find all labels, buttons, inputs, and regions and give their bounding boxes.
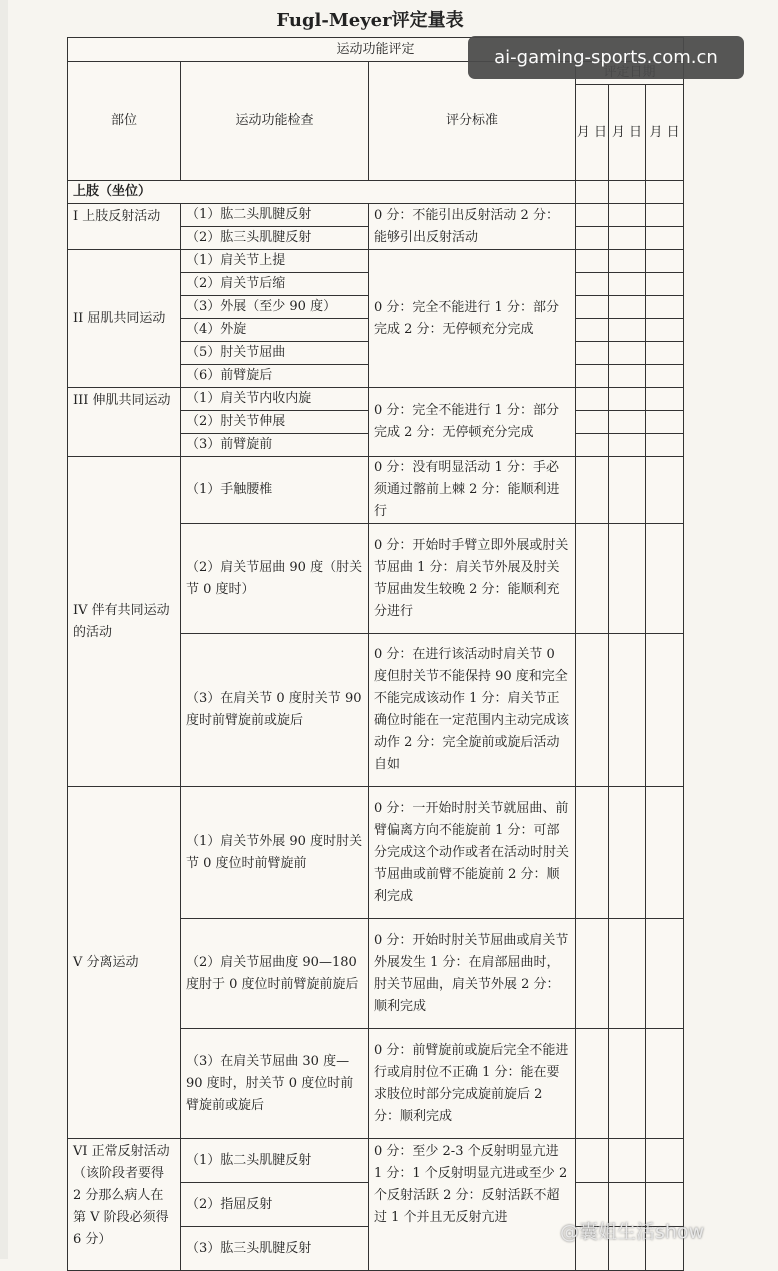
group-part-6: VI 正常反射活动（该阶段者要得 2 分那么病人在第 V 阶段必须得 6 分） — [68, 1139, 181, 1271]
header-exam: 运动功能检查 — [181, 62, 369, 181]
page-title: Fugl-Meyer评定量表 — [276, 10, 464, 31]
exam-item: （3）肱三头肌腱反射 — [181, 1227, 369, 1271]
group-part-2: II 屈肌共同运动 — [68, 250, 181, 388]
exam-item: （1）肱二头肌腱反射 — [181, 1139, 369, 1183]
section-header: 运动功能评定 — [68, 38, 684, 62]
criteria-cell: 0 分：在进行该活动时肩关节 0 度但肘关节不能保持 90 度和完全不能完成该动作 1 分：肩关节正确位时能在一定范围内主动完成该动作 2 分：完全旋前或旋后活动自如 — [369, 634, 576, 787]
exam-item: （1）肩关节内收内旋 — [181, 388, 369, 411]
exam-item: （3）前臂旋前 — [181, 434, 369, 457]
criteria-cell: 0 分：开始时手臂立即外展或肘关节屈曲 1 分：肩关节外展及肘关节屈曲发生较晚 2 分：能顺利充分进行 — [369, 524, 576, 634]
header-criteria: 评分标准 — [369, 62, 576, 181]
exam-item: （1）手触腰椎 — [181, 457, 369, 524]
criteria-cell: 0 分：完全不能进行 1 分：部分完成 2 分：无停顿充分完成 — [369, 388, 576, 457]
exam-item: （6）前臂旋后 — [181, 365, 369, 388]
group-part-3: III 伸肌共同运动 — [68, 388, 181, 457]
exam-item: （1）肩关节上提 — [181, 250, 369, 273]
exam-item: （3）在肩关节屈曲 30 度—90 度时，肘关节 0 度位时前臂旋前或旋后 — [181, 1029, 369, 1139]
exam-item: （1）肱二头肌腱反射 — [181, 204, 369, 227]
exam-item: （1）肩关节外展 90 度时肘关节 0 度位时前臂旋前 — [181, 787, 369, 919]
criteria-cell: 0 分：没有明显活动 1 分：手必须通过髂前上棘 2 分：能顺利进行 — [369, 457, 576, 524]
watermark-signature: @囊姐生活show — [560, 1221, 705, 1243]
exam-item: （2）指屈反射 — [181, 1183, 369, 1227]
criteria-cell: 0 分：不能引出反射活动 2 分：能够引出反射活动 — [369, 204, 576, 250]
exam-item: （2）肩关节屈曲 90 度（肘关节 0 度时） — [181, 524, 369, 634]
group-part-4: IV 伴有共同运动的活动 — [68, 457, 181, 787]
header-part: 部位 — [68, 62, 181, 181]
criteria-cell: 0 分：至少 2-3 个反射明显亢进 1 分：1 个反射明显亢进或至少 2 个反射活跃 2 分：反射活跃不超过 1 个并且无反射亢进 — [369, 1139, 576, 1271]
date-col-3: 月 日 — [646, 85, 684, 181]
criteria-cell: 0 分：完全不能进行 1 分：部分完成 2 分：无停顿充分完成 — [369, 250, 576, 388]
exam-item: （3）在肩关节 0 度肘关节 90 度时前臂旋前或旋后 — [181, 634, 369, 787]
criteria-cell: 0 分：一开始时肘关节就屈曲、前臂偏离方向不能旋前 1 分：可部分完成这个动作或者在活动时肘关节屈曲或前臂不能旋前 2 分：顺利完成 — [369, 787, 576, 919]
section-upper-limb: 上肢（坐位） — [68, 181, 576, 204]
date-col-2: 月 日 — [609, 85, 646, 181]
exam-item: （2）肩关节后缩 — [181, 273, 369, 296]
criteria-cell: 0 分：前臂旋前或旋后完全不能进行或肩肘位不正确 1 分：能在要求肢位时部分完成旋前旋后 2 分：顺利完成 — [369, 1029, 576, 1139]
fugl-meyer-table — [67, 37, 684, 1271]
group-part-1: I 上肢反射活动 — [68, 204, 181, 250]
group-part-5: V 分离运动 — [68, 787, 181, 1139]
watermark-banner: ai-gaming-sports.com.cn — [468, 36, 744, 79]
criteria-cell: 0 分：开始时肘关节屈曲或肩关节外展发生 1 分：在肩部屈曲时，肘关节屈曲，肩关节外展 2 分：顺利完成 — [369, 919, 576, 1029]
exam-item: （4）外旋 — [181, 319, 369, 342]
left-edge-strip — [0, 0, 8, 1259]
date-col-1: 月 日 — [576, 85, 609, 181]
exam-item: （5）肘关节屈曲 — [181, 342, 369, 365]
exam-item: （2）肘关节伸展 — [181, 411, 369, 434]
exam-item: （2）肩关节屈曲度 90—180 度肘于 0 度位时前臂旋前旋后 — [181, 919, 369, 1029]
exam-item: （3）外展（至少 90 度） — [181, 296, 369, 319]
exam-item: （2）肱三头肌腱反射 — [181, 227, 369, 250]
